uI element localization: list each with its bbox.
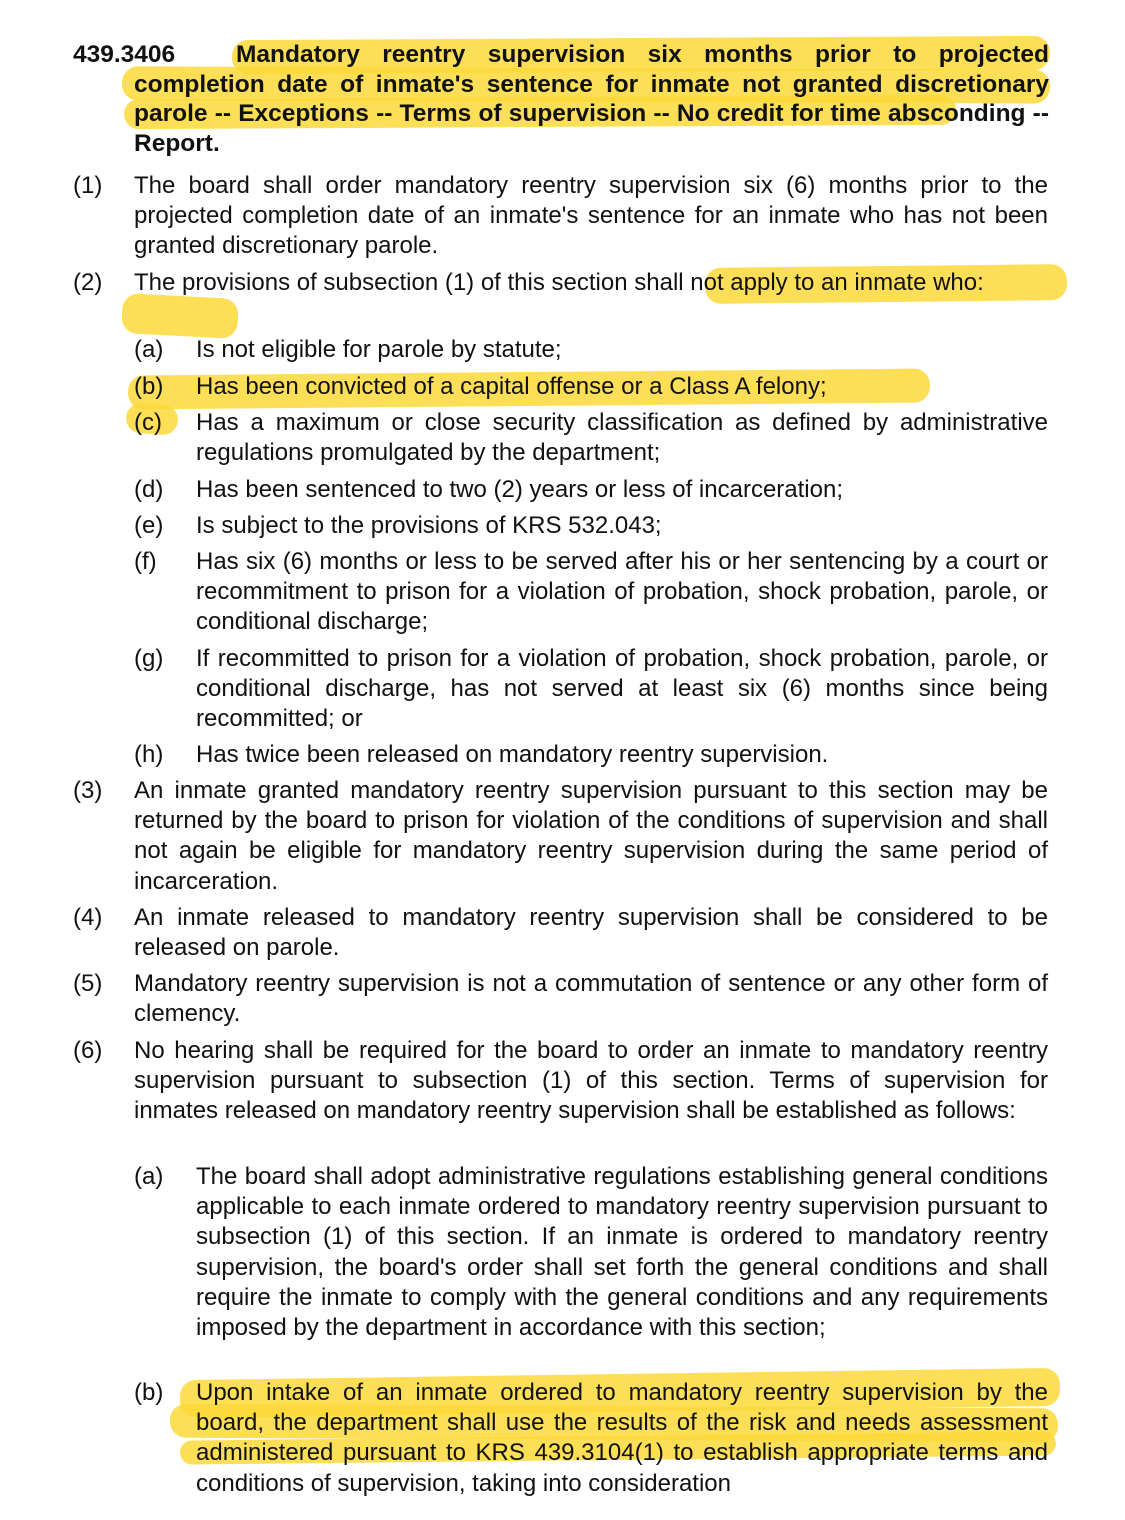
subsection-number: (4) <box>73 904 103 931</box>
subsection-number: (1) <box>73 172 103 199</box>
item-number: (f) <box>134 548 157 575</box>
subsection-number: (3) <box>73 777 103 804</box>
subsection-number: (2) <box>73 269 103 296</box>
item-text: If recommitted to prison for a violation of probation, shock probation, parole, or conditional discharge, has not served at least six (6) months since being recommitted; or <box>196 645 1048 733</box>
highlight-sub2-line2 <box>121 293 239 339</box>
item-number: (e) <box>134 512 164 539</box>
item-number: (a) <box>134 1163 164 1190</box>
item-text: Is subject to the provisions of KRS 532.043; <box>196 512 662 539</box>
item-number: (c) <box>134 409 162 436</box>
subsection-text: Mandatory reentry supervision is not a commutation of sentence or any other form of clemency. <box>134 970 1048 1028</box>
item-text: Has a maximum or close security classification as defined by administrative regulations promulgated by the department; <box>196 409 1048 467</box>
subsection-text: No hearing shall be required for the board to order an inmate to mandatory reentry supervision pursuant to subsection (1) of this section. Terms of supervision for inmates released on mandatory reentry supervision shall be established as follows: <box>134 1037 1048 1125</box>
item-number: (d) <box>134 476 164 503</box>
subsection-text: An inmate released to mandatory reentry supervision shall be considered to be released on parole. <box>134 904 1048 962</box>
item-number: (a) <box>134 336 164 363</box>
subsection-text <box>134 268 1048 298</box>
item-text: Has been sentenced to two (2) years or less of incarceration; <box>196 476 843 503</box>
item-text: Is not eligible for parole by statute; <box>196 336 562 363</box>
subsection-text-highlighted: shall not apply to an inmate who: <box>634 269 984 296</box>
section-title: Mandatory reentry supervision six months prior to projected completion date of inmate's sentence for inmate not granted discretionary parole -- Exceptions -- Terms of supervision -- No credit for time absconding -- Report. <box>134 41 1049 157</box>
item-number: (h) <box>134 741 164 768</box>
subsection-text: The board shall order mandatory reentry supervision six (6) months prior to the projected completion date of an inmate's sentence for an inmate who has not been granted discretionary parole. <box>134 172 1048 260</box>
subsection-text: An inmate granted mandatory reentry supervision pursuant to this section may be returned by the board to prison for violation of the conditions of supervision and shall not again be eligible for mandatory reentry supervision during the same period of incarceration. <box>134 777 1048 895</box>
item-text: Has been convicted of a capital offense or a Class A felony; <box>196 373 827 400</box>
item-number: (g) <box>134 645 164 672</box>
item-text: Upon intake of an inmate ordered to mandatory reentry supervision by the board, the department shall use the results of the risk and needs assessment administered pursuant to KRS 439.3104(1) to establish appropriate terms and conditions of supervision, taking into consideration <box>196 1379 1048 1497</box>
item-text: Has twice been released on mandatory reentry supervision. <box>196 741 829 768</box>
item-number: (b) <box>134 1379 164 1406</box>
section-header <box>73 40 1049 158</box>
item-number: (b) <box>134 373 164 400</box>
subsection-number: (5) <box>73 970 103 997</box>
subsection-number: (6) <box>73 1037 103 1064</box>
subsection-text-plain: The provisions of subsection (1) of this section <box>134 269 635 296</box>
item-text: Has six (6) months or less to be served after his or her sentencing by a court or recommitment to prison for a violation of probation, shock probation, parole, or conditional discharge; <box>196 548 1048 636</box>
item-text: The board shall adopt administrative regulations establishing general conditions applicable to each inmate ordered to mandatory reentry supervision pursuant to subsection (1) of this section. If an inmate is ordered to mandatory reentry supervision, the board's order shall set forth the general conditions and shall require the inmate to comply with the general conditions and any requirements imposed by the department in accordance with this section; <box>196 1163 1048 1342</box>
section-number: 439.3406 <box>73 41 176 68</box>
